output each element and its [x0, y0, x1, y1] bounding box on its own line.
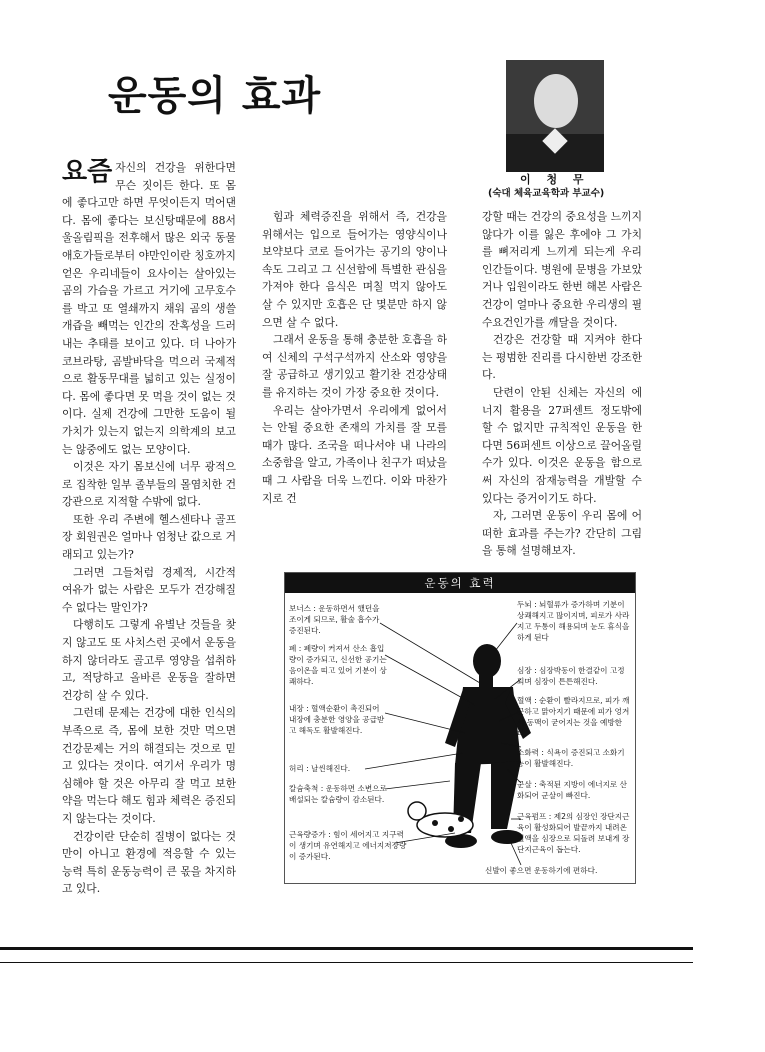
paragraph: 강할 때는 건강의 중요성을 느끼지 않다가 이를 잃은 후에야 그 가치를 뼈저리게 느끼게 되는게 우리 인간들이다. 병원에 문병을 가보았거나 입원이라도 한번 해본 사람은 건강이 얼마나 중요한 우리생의 필수요건인가를 깨달을 것이다.: [482, 210, 642, 329]
paragraph: 자, 그러면 운동이 우리 몸에 어떠한 효과를 주는가? 간단히 그림을 통해 설명해보자.: [482, 509, 642, 558]
figure-label-left: 근육량증가 : 힘이 세어지고 지구력이 생기며 유연해지고 에너지저장량이 증가된다.: [289, 830, 407, 861]
paragraph: 우리는 살아가면서 우리에게 없어서는 안될 중요한 존재의 가치를 잘 모를 때가 많다. 조국을 떠나서야 내 나라의 소중함을 알고, 가족이나 친구가 떠났을 때 그 사람을 더욱 느낀다. 이와 마찬가지로 건: [262, 403, 447, 505]
body-column-3: [482, 208, 642, 560]
body-column-2: [262, 208, 447, 507]
author-name: 이 청 무: [520, 173, 590, 186]
figure-label-right: 신발이 좋으면 운동하기에 편하다.: [485, 866, 598, 875]
author-photo: [506, 60, 604, 172]
author-affiliation: (숙대 체육교육학과 부교수): [488, 188, 605, 199]
article-title: 운동의 효과: [108, 73, 322, 119]
paragraph: 이것은 자기 몸보신에 너무 광적으로 집착한 일부 졸부들의 몰염치한 건강관으로 지적할 수밖에 없다.: [62, 460, 236, 509]
paragraph: 또한 우리 주변에 헬스센타나 골프장 회원권은 얼마나 엄청난 값으로 거래되고 있는가?: [62, 512, 236, 562]
paragraph: 그래서 운동을 통해 충분한 호흡을 하여 신체의 구석구석까지 산소와 영양을 잘 공급하고 생기있고 활기찬 건강상태를 유지하는 것이 가장 중요한 것이다.: [262, 333, 447, 399]
figure-label-right: 근육펌프 : 제2의 심장인 장단지근육이 활성화되어 발끝까지 내려온 혈액을 심장으로 되돌려 보내게 장단지근육이 돕는다.: [517, 812, 630, 854]
exercise-effects-figure: [284, 572, 636, 884]
figure-label-left: 보너스 : 운동하면서 했던을 조이게 되므로, 활술 흡수가 증진된다.: [289, 604, 380, 635]
page-rule: [0, 962, 693, 963]
figure-label-left: 칼슘축척 : 운동하면 소변으로 배설되는 칼슘량이 감소된다.: [289, 784, 387, 804]
figure-label-left: 내장 : 혈액순환이 촉진되어 내장에 충분한 영양을 공급받고 해독도 활발해진다.: [289, 704, 385, 735]
paragraph: 그런데 문제는 건강에 대한 인식의 부족으로 즉, 몸에 보한 것만 먹으면 건강문제는 거의 해결되는 것으로 믿고 있다는 것이다. 여기서 우리가 명심해야 할 것은 아무리 잘 먹고 보한 약을 먹는다 해도 힘과 체력은 증진되지 않는다는 것이다.: [62, 706, 236, 825]
figure-label-left: 허리 : 날씬해진다.: [289, 764, 351, 773]
paragraph: 단련이 안된 신체는 자신의 에너지 활용을 27퍼센트 정도밖에 할 수 없지만 규칙적인 운동을 한다면 56퍼센트 이상으로 끌어올릴 수가 있다. 이것은 운동을 함으로써 자신의 잠재능력을 개발할 수 있다는 증거이기도 하다.: [482, 385, 642, 505]
page-rule: [0, 947, 693, 950]
paragraph: 건강은 건강할 때 지켜야 한다는 평범한 진리를 다시한번 강조한다.: [482, 333, 642, 382]
paragraph: 힘과 체력증진을 위해서 즉, 건강을 위해서는 입으로 들어가는 영양식이나 보약보다 코로 들어가는 공기의 양이나 속도 그리고 그 신선함에 특별한 관심을 가져야 한다 음식은 며칠 먹지 않아도 살 수 있지만 호흡은 단 몇분만 하지 않으면 살 수 없다.: [262, 210, 447, 329]
figure-label-right: 소화력 : 식욕이 증진되고 소화기능이 활발해진다.: [517, 748, 625, 768]
figure-label-right: 혈액 : 순환이 빨라지므로, 피가 깨끗하고 맑아지기 때문에 피가 엉겨서 동맥이 굳어지는 것을 예방한다.: [517, 696, 630, 738]
figure-label-right: 군살 : 축적된 지방이 에너지로 산화되어 군살이 빠진다.: [517, 780, 627, 800]
paragraph: 건강이란 단순히 질병이 없다는 것만이 아니고 환경에 적응할 수 있는 능력 특히 운동능력이 큰 몫을 차지하고 있다.: [62, 829, 236, 896]
paragraph: 요즘 자신의 건강을 위한다면 무슨 짓이든 한다. 또 몸에 좋다고만 하면 무엇이든지 먹어댄다. 몸에 좋다는 보신탕때문에 88서울올림픽을 전후해서 많은 외국 동물 애호가들로부터 야만인이란 칭호까지 얻은 우리네들이 요사이는 살아있는 곰의 가슴을 가르고 거기에 고무호수를 박고 또 열쇄까지 채워 곰의 생쓸개즙을 빼먹는 인간의 잔혹성을 드러내는 추태를 보이고 있다. 더 나아가 코브라탕, 곰발바닥을 먹으러 국제적으로 활동무대를 넓히고 있는 실정이다. 몸에 좋다면 못 먹을 것이 없는 것이다. 실제 건강에 그만한 도움이 될 가치가 있는지 없는지 의학계의 보고는 않중에도 없는 모양이다.: [62, 157, 236, 456]
paragraph: 그러면 그들처럼 경제적, 시간적 여유가 없는 사람은 모두가 건강해질 수 없다는 말인가?: [62, 565, 236, 614]
body-column-1: [62, 159, 236, 898]
figure-label-right: 심장 : 심장박동이 한결같이 고정되며 심장이 튼튼해진다.: [517, 666, 625, 686]
figure-title: 운동의 효력: [285, 573, 635, 593]
figure-label-left: 폐 : 폐량이 커져서 산소 흡입량이 증가되고, 신선한 공기는 음이온을 띠고 있어 기분이 상쾌하다.: [289, 644, 387, 686]
figure-label-right: 두뇌 : 뇌혈류가 증가하며 기분이 상쾌해지고 많이지며, 피로가 사라지고 두통이 해용되며 눈도 휴식을 하게 된다: [517, 600, 630, 642]
drop-cap: 요즘: [62, 157, 113, 187]
paragraph: 다행히도 그렇게 유별난 것들을 찾지 않고도 또 사치스런 곳에서 운동을 하지 않더라도 골고루 영양을 섭취하고, 적당하고 올바른 운동을 잘하면 건강히 살 수 있다.: [62, 618, 236, 702]
